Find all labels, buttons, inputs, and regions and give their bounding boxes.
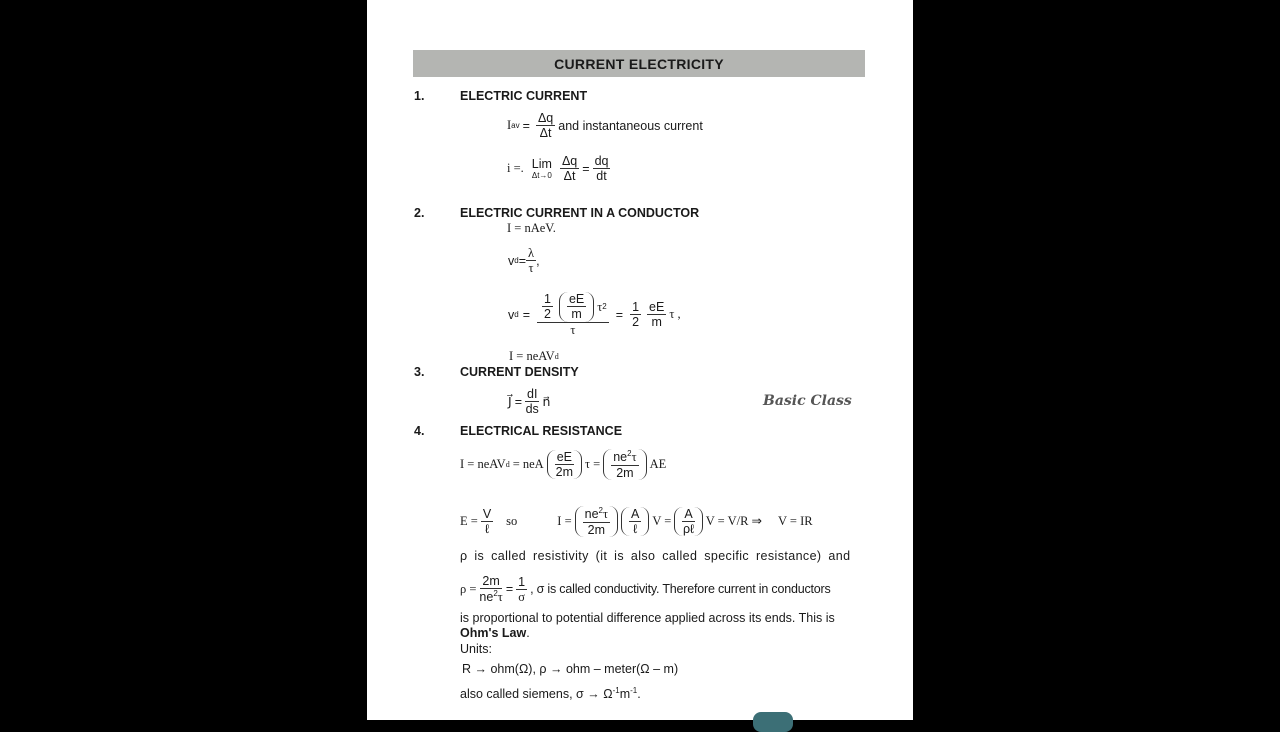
- eq-token: 2: [544, 307, 551, 322]
- eq-token: 1: [632, 299, 640, 314]
- eq-token: =: [505, 582, 514, 597]
- siemens-line: [460, 686, 866, 701]
- eq-token: ,: [536, 253, 540, 268]
- eq-token: V = IR: [778, 513, 813, 528]
- eq-token: ne: [613, 450, 628, 465]
- fraction: [629, 507, 641, 537]
- eq-token: J⃗: [508, 395, 512, 410]
- eq-token: λ: [528, 246, 535, 260]
- eq-token: m: [651, 315, 662, 330]
- equation-average-current: [507, 111, 703, 141]
- eq-token: ℓ: [484, 521, 489, 536]
- eq-token: E =: [460, 513, 478, 528]
- eq-token: =: [518, 253, 527, 268]
- eq-token: d: [514, 256, 519, 266]
- eq-token: τ: [497, 590, 503, 605]
- parenthesis: [575, 506, 618, 537]
- eq-token: =: [582, 161, 590, 176]
- eq-token: d: [514, 310, 519, 320]
- section-heading: ELECTRIC CURRENT: [460, 89, 588, 103]
- eq-token: 2m: [555, 464, 574, 479]
- fraction: [536, 111, 555, 141]
- equation-drift-velocity-expanded: [508, 292, 681, 337]
- eq-token: eE: [556, 449, 572, 464]
- eq-token: ρ =: [460, 581, 477, 596]
- eq-token: = neA: [512, 456, 544, 471]
- fraction: [516, 575, 527, 605]
- equation-instantaneous-current: [507, 154, 613, 184]
- section-number: 2.: [414, 206, 425, 220]
- fraction: [647, 300, 666, 330]
- equation-ohms-law: [460, 506, 813, 537]
- equation: [509, 349, 559, 364]
- fraction: [567, 292, 586, 322]
- eq-token: v: [508, 307, 515, 322]
- fraction: [537, 292, 609, 337]
- paragraph: ρ is called resistivity (it is also called specific resistance) and: [460, 549, 851, 563]
- eq-token: ρℓ: [682, 521, 695, 536]
- eq-token: AE: [649, 456, 667, 471]
- eq-token: τ: [570, 322, 576, 337]
- eq-token: n⃗: [542, 395, 551, 410]
- eq-token: .: [526, 626, 530, 640]
- eq-token: -1: [612, 686, 620, 695]
- fraction: [525, 387, 539, 417]
- eq-token: .: [637, 687, 641, 702]
- section-heading: ELECTRICAL RESISTANCE: [460, 424, 623, 438]
- parenthesis: [674, 507, 702, 537]
- parenthesis: [603, 449, 646, 480]
- equation-resistivity: [460, 574, 831, 605]
- eq-token: τ: [631, 450, 637, 465]
- eq-text: also called siemens,: [460, 687, 573, 702]
- section-heading: ELECTRIC CURRENT IN A CONDUCTOR: [460, 206, 700, 220]
- eq-token: Δt: [563, 169, 576, 184]
- eq-token: v: [508, 253, 515, 268]
- eq-token: 1: [518, 574, 526, 589]
- ohms-law-label: Ohm's Law: [460, 626, 527, 640]
- eq-token: V: [482, 506, 492, 521]
- eq-token: A: [631, 506, 640, 521]
- eq-token: eE: [649, 299, 665, 314]
- eq-token: 2: [632, 315, 640, 330]
- eq-token: I = neAV: [460, 456, 506, 471]
- fraction: [542, 292, 553, 322]
- units-line: R → ohm(Ω), ρ → ohm – meter(Ω – m): [462, 662, 679, 676]
- eq-token: σ: [518, 589, 525, 604]
- section-heading: CURRENT DENSITY: [460, 365, 579, 379]
- eq-token: 2m: [482, 574, 500, 588]
- eq-token: ds: [525, 402, 539, 417]
- section-number: 1.: [414, 89, 425, 103]
- eq-token: τ: [597, 299, 603, 314]
- fraction: [630, 300, 641, 330]
- eq-token: Δt→0: [531, 171, 552, 181]
- fraction: [583, 506, 610, 537]
- eq-token: τ: [602, 507, 609, 522]
- fraction: [682, 507, 694, 537]
- eq-token: τ =: [585, 456, 601, 471]
- eq-token: V =: [652, 513, 672, 528]
- overlay-button[interactable]: [753, 712, 793, 732]
- eq-token: τ: [528, 261, 534, 276]
- paragraph: is proportional to potential difference applied across its ends. This is: [460, 611, 835, 625]
- eq-token: V = V/R ⇒: [705, 514, 762, 529]
- eq-token: τ ,: [669, 307, 681, 322]
- eq-token: =: [615, 307, 624, 322]
- fraction: [555, 450, 574, 480]
- parenthesis: [559, 292, 594, 322]
- fraction: [526, 246, 536, 276]
- eq-token: ne: [584, 507, 599, 522]
- limit: [530, 157, 554, 181]
- page-title: CURRENT ELECTRICITY: [413, 50, 865, 77]
- eq-token: Δt: [539, 126, 552, 141]
- eq-token: 2: [602, 302, 607, 312]
- eq-token: I: [507, 118, 512, 133]
- eq-token: 1: [544, 292, 551, 306]
- eq-token: I =: [557, 513, 572, 528]
- eq-token: dI: [527, 387, 538, 401]
- fraction: [479, 574, 502, 605]
- eq-token: dq: [594, 154, 609, 168]
- eq-token: ne: [479, 590, 494, 605]
- fraction: [481, 507, 493, 537]
- eq-token: Δq: [537, 111, 554, 125]
- eq-token: 2: [627, 449, 632, 458]
- fraction: [593, 154, 611, 184]
- units-label: Units:: [460, 642, 492, 656]
- eq-token: 2m: [587, 522, 605, 537]
- watermark-logo: Basic Class: [763, 393, 852, 409]
- eq-token: =: [514, 394, 522, 409]
- eq-token: 2: [493, 589, 498, 599]
- eq-token: =: [522, 307, 531, 322]
- equation-drift-velocity: [508, 246, 540, 276]
- eq-token: m: [571, 307, 582, 322]
- eq-token: i =.: [507, 161, 524, 176]
- eq-token: d: [505, 459, 510, 469]
- eq-token: σ → Ω: [576, 687, 613, 702]
- eq-token: Lim: [531, 157, 552, 172]
- eq-token: I = neAV: [509, 349, 555, 363]
- eq-token: 2: [598, 506, 603, 515]
- eq-token: m: [619, 687, 631, 702]
- paragraph: [460, 626, 866, 640]
- document-page: [367, 0, 913, 720]
- eq-token: -1: [630, 686, 638, 695]
- parenthesis: [621, 507, 649, 537]
- eq-token: Δq: [561, 154, 578, 168]
- section-number: 4.: [414, 424, 425, 438]
- eq-token: av: [511, 121, 520, 131]
- equation: I = nAeV.: [507, 221, 556, 235]
- eq-token: 2m: [616, 465, 634, 480]
- eq-token: so: [506, 513, 518, 528]
- equation-current-density: [508, 387, 550, 417]
- section-number: 3.: [414, 365, 425, 379]
- eq-text: , σ is called conductivity. Therefore current in conductors: [530, 582, 831, 597]
- eq-token: eE: [568, 292, 585, 306]
- eq-token: ℓ: [633, 521, 638, 536]
- parenthesis: [547, 450, 582, 480]
- eq-token: A: [684, 506, 693, 521]
- eq-token: d: [554, 352, 559, 361]
- equation-current: [460, 449, 666, 480]
- eq-token: dt: [596, 169, 607, 184]
- eq-token: =: [522, 118, 530, 133]
- eq-text: and instantaneous current: [558, 118, 703, 133]
- fraction: [611, 449, 638, 480]
- fraction: [560, 154, 579, 184]
